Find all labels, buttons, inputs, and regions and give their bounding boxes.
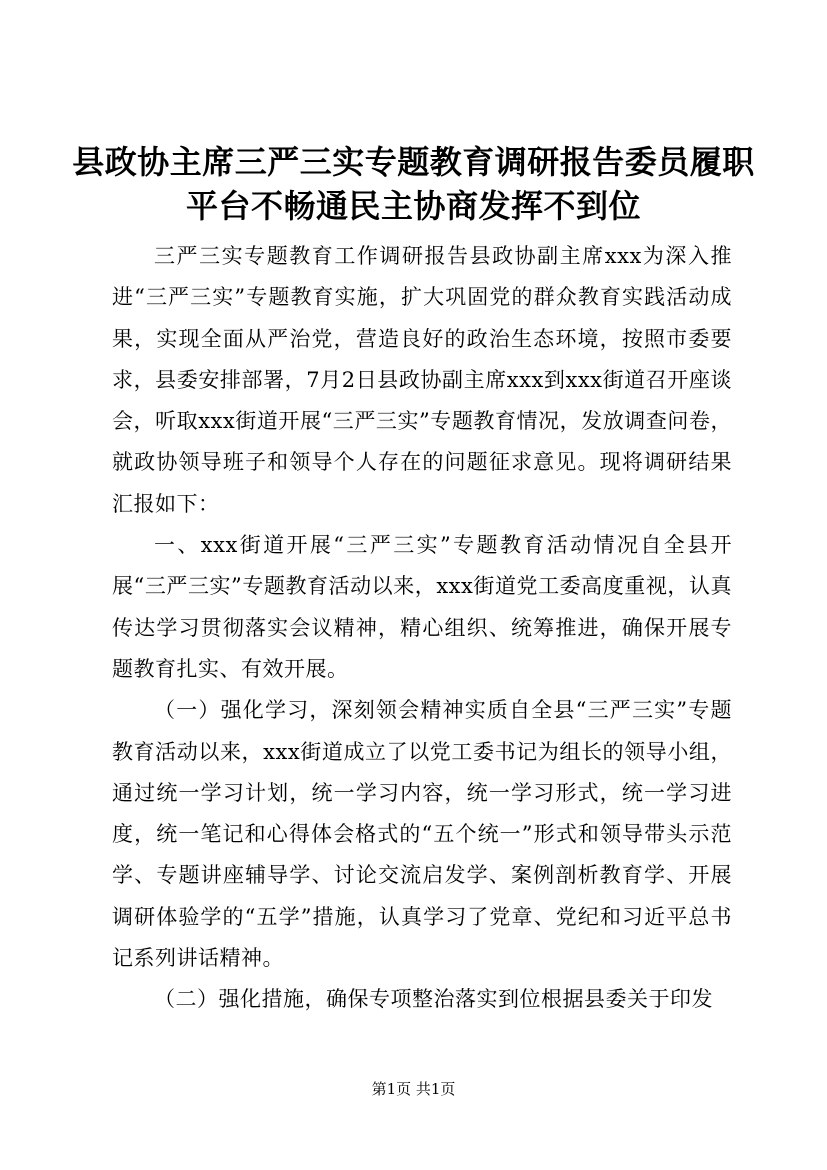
document-title: 县政协主席三严三实专题教育调研报告委员履职平台不畅通民主协商发挥不到位 [72, 143, 755, 225]
paragraph-intro: 三严三实专题教育工作调研报告县政协副主席xxx为深入推进“三严三实”专题教育实施，扩大巩固党的群众教育实践活动成果，实现全面从严治党，营造良好的政治生态环境，按照市委要求，县委安排部署，7月2日县政协副主席xxx到xxx街道召开座谈会，听取xxx街道开展“三严三实”专题教育情况，发放调查问卷，就政协领导班子和领导个人存在的问题征求意见。现将调研结果汇报如下： [112, 244, 732, 516]
document-body [112, 236, 732, 1021]
paragraph-subsection-1: （一）强化学习，深刻领会精神实质自全县“三严三实”专题教育活动以来，xxx街道成立了以党工委书记为组长的领导小组，通过统一学习计划，统一学习内容，统一学习形式，统一学习进度，统一笔记和心得体会格式的“五个统一”形式和领导带头示范学、专题讲座辅导学、讨论交流启发学、案例剖析教育学、开展调研体验学的“五学”措施，认真学习了党章、党纪和习近平总书记系列讲话精神。 [112, 698, 732, 971]
paragraph-section-1: 一、xxx街道开展“三严三实”专题教育活动情况自全县开展“三严三实”专题教育活动以来，xxx街道党工委高度重视，认真传达学习贯彻落实会议精神，精心组织、统筹推进，确保开展专题教育扎实、有效开展。 [112, 533, 732, 681]
paragraph-subsection-2: （二）强化措施，确保专项整治落实到位根据县委关于印发 [154, 987, 713, 1012]
page-footer: 第1页 共1页 [371, 1080, 456, 1098]
